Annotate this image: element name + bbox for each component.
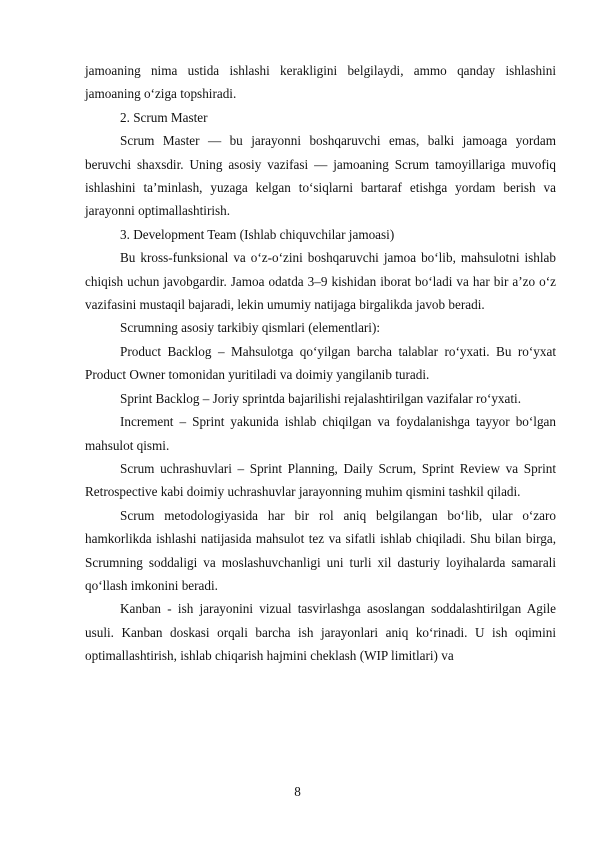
page-number: 8 <box>294 784 301 799</box>
paragraph: Sprint Backlog – Joriy sprintda bajarilishi rejalashtirilgan vazifalar ro‘yxati. <box>120 390 522 406</box>
paragraph: Scrum uchrashuvlari – Sprint Planning, Daily Scrum, Sprint Review va Sprint Retrospective kabi doimiy uchrashuvlar jarayonning muhim qismini tashkil qiladi. <box>85 460 556 500</box>
paragraph: Product Backlog – Mahsulotga qo‘yilgan barcha talablar ro‘yxati. Bu ro‘yxat Product Owner tomonidan yuritiladi va doimiy yangilanib turadi. <box>85 343 556 383</box>
paragraph: Scrum metodologiyasida har bir rol aniq belgilangan bo‘lib, ular o‘zaro hamkorlikda ishlashi natijasida mahsulot tez va sifatli ishlab chiqiladi. Shu bilan birga, Scrumning soddaligi va moslashuvchanligi uni turli xil dasturiy loyihalarda samarali qo‘llash imkonini beradi. <box>85 507 556 593</box>
page-body <box>85 59 556 668</box>
paragraph: Kanban - ish jarayonini vizual tasvirlashga asoslangan soddalashtirilgan Agile usuli. Kanban doskasi orqali barcha ish jarayonlari aniq ko‘rinadi. U ish oqimini optimallashtirish, ishlab chiqarish hajmini cheklash (WIP limitlari) va <box>85 601 556 664</box>
paragraph: Increment – Sprint yakunida ishlab chiqilgan va foydalanishga tayyor bo‘lgan mahsulot qismi. <box>85 414 556 453</box>
section-heading-development-team: 3. Development Team (Ishlab chiquvchilar jamoasi) <box>120 226 395 242</box>
paragraph: jamoaning nima ustida ishlashi kerakligini belgilaydi, ammo qanday ishlashini jamoaning o‘ziga topshiradi. <box>85 63 556 102</box>
section-heading-scrum-master: 2. Scrum Master <box>120 109 208 125</box>
paragraph: Scrum Master — bu jarayonni boshqaruvchi emas, balki jamoaga yordam beruvchi shaxsdir. Uning asosiy vazifasi — jamoaning Scrum tamoyillariga muvofiq ishlashini ta’minlash, yuzaga kelgan to‘siqlarni bartaraf etishga yordam berish va jarayonni optimallashtirish. <box>85 133 556 219</box>
paragraph: Bu kross-funksional va o‘z-o‘zini boshqaruvchi jamoa bo‘lib, mahsulotni ishlab chiqish uchun javobgardir. Jamoa odatda 3–9 kishidan iborat bo‘ladi va har bir a’zo o‘z vazifasini mustaqil bajaradi, lekin umumiy natijaga birgalikda javob beradi. <box>85 250 556 313</box>
paragraph: Scrumning asosiy tarkibiy qismlari (elementlari): <box>120 320 381 336</box>
